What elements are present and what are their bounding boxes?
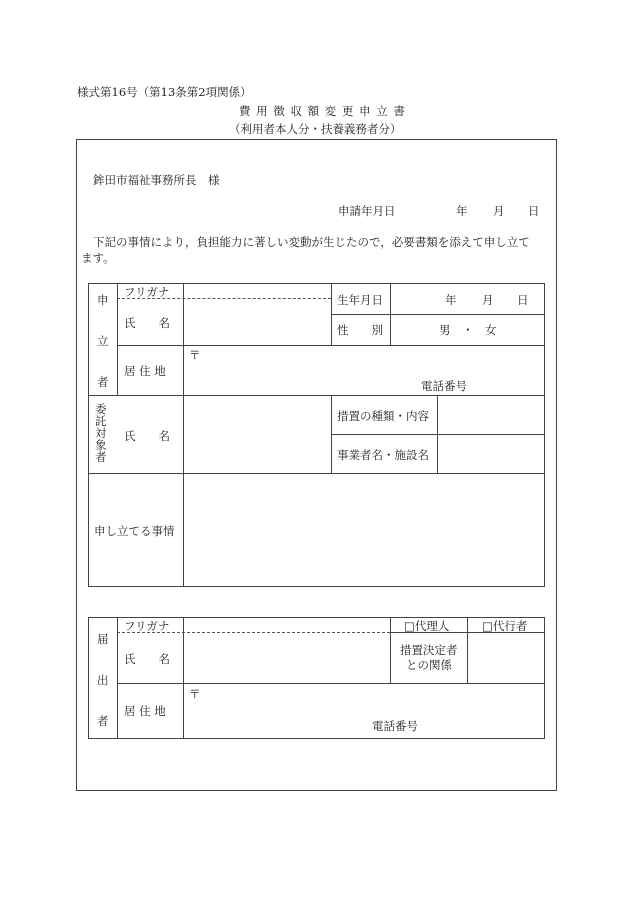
circumstances-label: 申し立てる事情 — [94, 524, 175, 538]
agent-checkbox[interactable]: □代理人 — [404, 619, 450, 633]
applicant-char-2: 立 — [97, 334, 109, 348]
applicant-phone-label: 電話番号 — [421, 379, 467, 393]
notifier-char-2: 出 — [97, 673, 109, 687]
notifier-furigana-field[interactable] — [184, 618, 389, 631]
form-number: 様式第16号（第13条第2項関係） — [77, 85, 252, 99]
intro-text-line2: ます。 — [81, 251, 115, 265]
proxy-checkbox[interactable]: □代行者 — [482, 619, 528, 633]
applicant-address-label: 居 住 地 — [124, 364, 166, 378]
subject-measure-label: 措置の種類・内容 — [337, 409, 429, 423]
applicant-char-3: 者 — [97, 375, 109, 389]
notifier-name-label: 氏 名 — [124, 652, 170, 666]
applicant-birth-month: 月 — [482, 293, 494, 307]
subject-name-field[interactable] — [184, 396, 330, 472]
form-title: 費 用 徴 収 額 変 更 申 立 書 — [239, 104, 406, 118]
subject-name-label: 氏 名 — [124, 429, 170, 443]
relation-label-line2: との関係 — [406, 658, 452, 672]
notifier-phone-label: 電話番号 — [372, 719, 418, 733]
relation-label-line1: 措置決定者 — [400, 643, 458, 657]
applicant-birth-year: 年 — [445, 293, 457, 307]
applicant-birthdate-label: 生年月日 — [337, 293, 383, 307]
applicant-furigana-field[interactable] — [184, 284, 330, 297]
applicant-name-field[interactable] — [184, 299, 330, 344]
applicant-gender-label: 性 別 — [337, 323, 383, 337]
applicant-char-1: 申 — [97, 293, 109, 307]
notifier-char-3: 者 — [97, 714, 109, 728]
applicant-birth-day: 日 — [517, 293, 529, 307]
date-day: 日 — [528, 204, 540, 218]
applicant-gender-value[interactable]: 男 ・ 女 — [439, 323, 497, 337]
form-subtitle: （利用者本人分・扶養義務者分） — [229, 122, 402, 136]
intro-text-line1: 下記の事情により，負担能力に著しい変動が生じたので，必要書類を添えて申し立て — [93, 235, 530, 249]
date-year: 年 — [456, 204, 468, 218]
subject-section-label: 委 託 対 象 者 — [95, 402, 107, 464]
applicant-postal-mark: 〒 — [189, 348, 201, 362]
applicant-name-label: 氏 名 — [124, 316, 170, 330]
notifier-address-label: 居 住 地 — [124, 704, 166, 718]
applicant-furigana-label: フリガナ — [124, 285, 170, 299]
notifier-char-1: 届 — [97, 632, 109, 646]
notifier-furigana-label: フリガナ — [124, 619, 170, 633]
circumstances-field[interactable] — [184, 474, 544, 586]
notifier-name-field[interactable] — [184, 633, 389, 682]
application-date-label: 申請年月日 — [338, 204, 396, 218]
subject-facility-label: 事業者名・施設名 — [337, 448, 429, 462]
date-month: 月 — [493, 204, 505, 218]
notifier-postal-mark: 〒 — [189, 687, 201, 701]
addressee: 鉾田市福祉事務所長 様 — [93, 173, 220, 187]
